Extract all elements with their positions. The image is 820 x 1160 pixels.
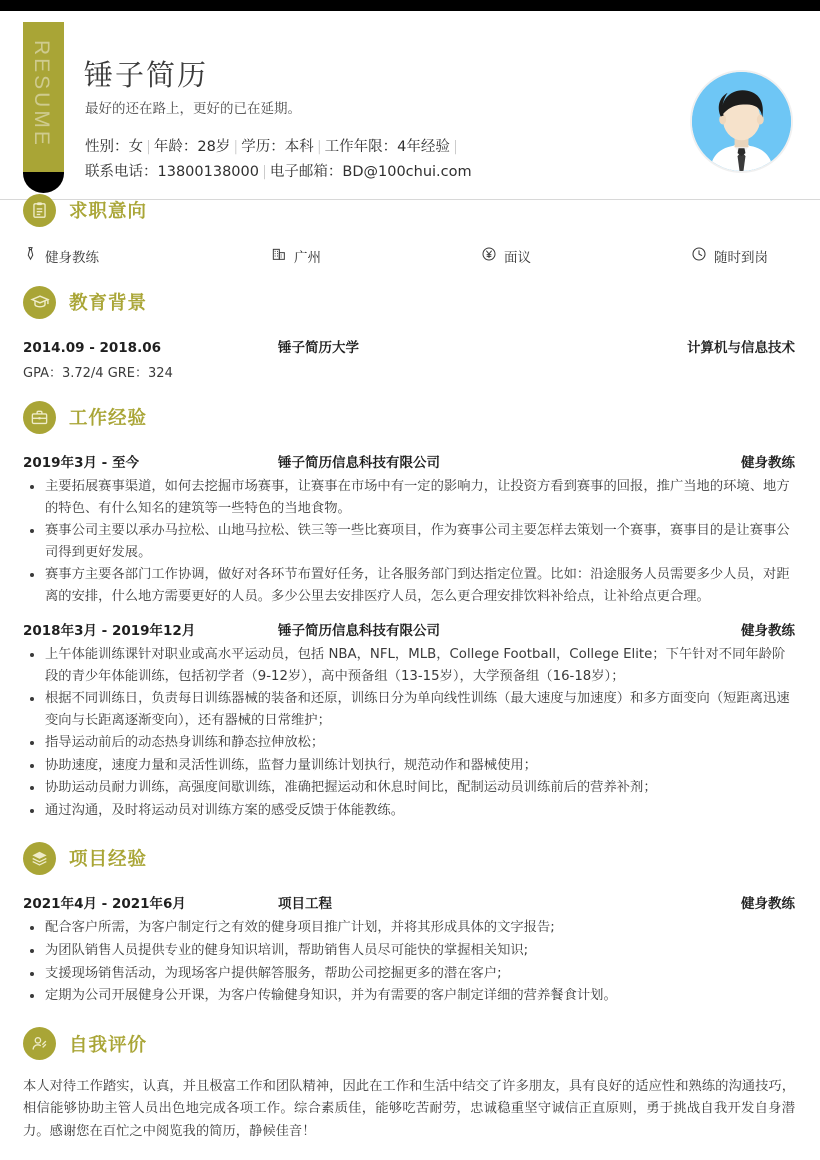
info-divider: | [261, 164, 267, 180]
list-item: 定期为公司开展健身公开课，为客户传输健身知识，并为有需要的客户制定详细的营养餐食计划。 [23, 985, 795, 1007]
list-item: 配合客户所需，为客户制定行之有效的健身项目推广计划，并将其形成具体的文字报告; [23, 917, 795, 939]
work-bullets [23, 476, 795, 607]
info-education: 学历：本科 [241, 139, 314, 155]
self-evaluation-paragraph: 本人对待工作踏实，认真，并且极富工作和团队精神，因此在工作和生活中结交了许多朋友，具有良好的适应性和熟练的沟通技巧，相信能够协助主管人员出色地完成各项工作。综合素质佳，能够吃苦耐劳，忠诚稳重坚守诚信正直原则，勇于挑战自我开发自身潜力。感谢您在百忙之中阅览我的简历，静候佳音！ [23, 1078, 795, 1140]
resume-vertical-tab-label: RESUME [30, 40, 53, 148]
list-item: 主要拓展赛事渠道，如何去挖掘市场赛事，让赛事在市场中有一定的影响力，让投资方看到赛事的回报，推广当地的环境、地方的特色、有什么知名的建筑等一些特色的当地食物。 [23, 476, 795, 519]
education-date: 2014.09 - 2018.06 [23, 340, 161, 356]
education-entry-row [23, 336, 795, 356]
project-bullets [23, 917, 795, 1006]
section-body-project-experience [0, 892, 820, 1006]
resume-vertical-tab [23, 22, 64, 172]
info-divider: | [316, 139, 322, 155]
person-profile-icon [23, 1027, 56, 1060]
job-intention-city-label: 广州 [294, 249, 321, 266]
section-education [0, 280, 820, 395]
work-bullets [23, 644, 795, 821]
section-body-work-experience [0, 451, 820, 821]
personal-info-line-1 [85, 135, 461, 156]
section-title-work-experience: 工作经验 [69, 408, 148, 429]
info-age: 年龄：28岁 [153, 139, 231, 155]
work-date: 2018年3月 - 2019年12月 [23, 623, 196, 640]
info-email: 电子邮箱：BD@100chui.com [269, 164, 472, 180]
avatar-illustration [692, 72, 791, 171]
section-work-experience [0, 395, 820, 836]
necktie-icon [23, 245, 38, 266]
work-company: 锤子简历信息科技有限公司 [278, 623, 440, 640]
section-title-job-intention: 求职意向 [69, 201, 148, 222]
info-divider: | [233, 139, 239, 155]
info-divider: | [452, 139, 458, 155]
candidate-name: 锤子简历 [84, 58, 209, 92]
section-title-self-evaluation: 自我评价 [69, 1034, 148, 1056]
clock-icon [691, 246, 707, 266]
job-intention-position [23, 245, 271, 266]
graduation-cap-icon [23, 286, 56, 319]
list-item: 协助运动员耐力训练，高强度间歇训练，准确把握运动和休息时间比，配制运动员训练前后的营养补剂； [23, 777, 795, 799]
info-gender: 性别：女 [85, 139, 143, 155]
education-school: 锤子简历大学 [278, 340, 359, 356]
work-role: 健身教练 [741, 623, 795, 640]
work-role: 健身教练 [741, 455, 795, 471]
info-experience: 工作年限：4年经验 [324, 139, 450, 155]
job-intention-salary [481, 246, 691, 266]
avatar [690, 70, 793, 173]
list-item: 为团队销售人员提供专业的健身知识培训，帮助销售人员尽可能快的掌握相关知识; [23, 940, 795, 962]
work-entry-row [23, 619, 795, 639]
job-intention-row [23, 245, 795, 266]
work-entry [23, 619, 795, 821]
project-date: 2021年4月 - 2021年6月 [23, 896, 186, 913]
section-body-job-intention [0, 245, 820, 266]
work-date: 2019年3月 - 至今 [23, 455, 139, 471]
section-body-education [0, 336, 820, 381]
section-header-project-experience [0, 836, 820, 880]
list-item: 支援现场销售活动，为现场客户提供解答服务，帮助公司挖掘更多的潜在客户; [23, 963, 795, 985]
list-item: 指导运动前后的动态热身训练和静态拉伸放松； [23, 732, 795, 754]
section-project-experience [0, 836, 820, 1021]
job-intention-salary-label: 面议 [504, 249, 531, 266]
personal-info-line-2 [85, 160, 472, 181]
candidate-slogan: 最好的还在路上，更好的已在延期。 [85, 101, 301, 117]
section-job-intention [0, 188, 820, 280]
list-item: 上午体能训练课针对职业或高水平运动员，包括 NBA，NFL，MLB，College Football，College Elite；下午针对不同年龄阶段的青少年体能训练，包括初学者（9-12岁），高中预备组（13-15岁），大学预备组（16-18岁）； [23, 644, 795, 687]
list-item: 赛事公司主要以承办马拉松、山地马拉松、铁三等一些比赛项目，作为赛事公司主要怎样去策划一个赛事，赛事目的是让赛事公司得到更好发展。 [23, 520, 795, 563]
section-title-education: 教育背景 [69, 293, 148, 314]
section-self-evaluation [0, 1022, 820, 1145]
info-phone: 联系电话：13800138000 [85, 164, 259, 180]
list-item: 赛事方主要各部门工作协调，做好对各环节布置好任务，让各服务部门到达指定位置。比如：沿途服务人员需要多少人员，对距离的安排，什么地方需要更好的人员。多少公里去安排医疗人员，怎么更合理安排饮料补给点，让补给点更合理。 [23, 564, 795, 607]
job-intention-availability-label: 随时到岗 [714, 249, 768, 266]
job-intention-city [271, 246, 481, 266]
list-item: 根据不同训练日，负责每日训练器械的装备和还原，训练日分为单向线性训练（最大速度与加速度）和多方面变向（短距离迅速变向与长距离逐渐变向），还有器械的日常维护； [23, 688, 795, 731]
resume-header [0, 11, 820, 188]
section-header-self-evaluation [0, 1022, 820, 1066]
layers-icon [23, 842, 56, 875]
work-entry [23, 451, 795, 607]
top-black-bar [0, 0, 820, 11]
work-company: 锤子简历信息科技有限公司 [278, 455, 440, 471]
job-intention-availability [691, 246, 768, 266]
clipboard-icon [23, 194, 56, 227]
list-item: 协助速度，速度力量和灵活性训练，监督力量训练计划执行，规范动作和器械使用； [23, 755, 795, 777]
resume-content [0, 188, 820, 1144]
education-scores: GPA：3.72/4 GRE：324 [23, 366, 173, 381]
section-header-education [0, 280, 820, 324]
section-title-project-experience: 项目经验 [69, 849, 148, 871]
yen-icon [481, 246, 497, 266]
list-item: 通过沟通，及时将运动员对训练方案的感受反馈于体能教练。 [23, 800, 795, 822]
education-major: 计算机与信息技术 [687, 340, 795, 356]
section-body-self-evaluation [0, 1076, 820, 1145]
project-name: 项目工程 [278, 896, 332, 913]
project-entry-row [23, 892, 795, 912]
briefcase-icon [23, 401, 56, 434]
job-intention-position-label: 健身教练 [45, 249, 99, 266]
section-header-work-experience [0, 395, 820, 439]
work-entry-row [23, 451, 795, 471]
building-icon [271, 246, 287, 266]
info-divider: | [146, 139, 151, 155]
section-header-job-intention [0, 188, 820, 232]
project-role: 健身教练 [741, 896, 795, 913]
